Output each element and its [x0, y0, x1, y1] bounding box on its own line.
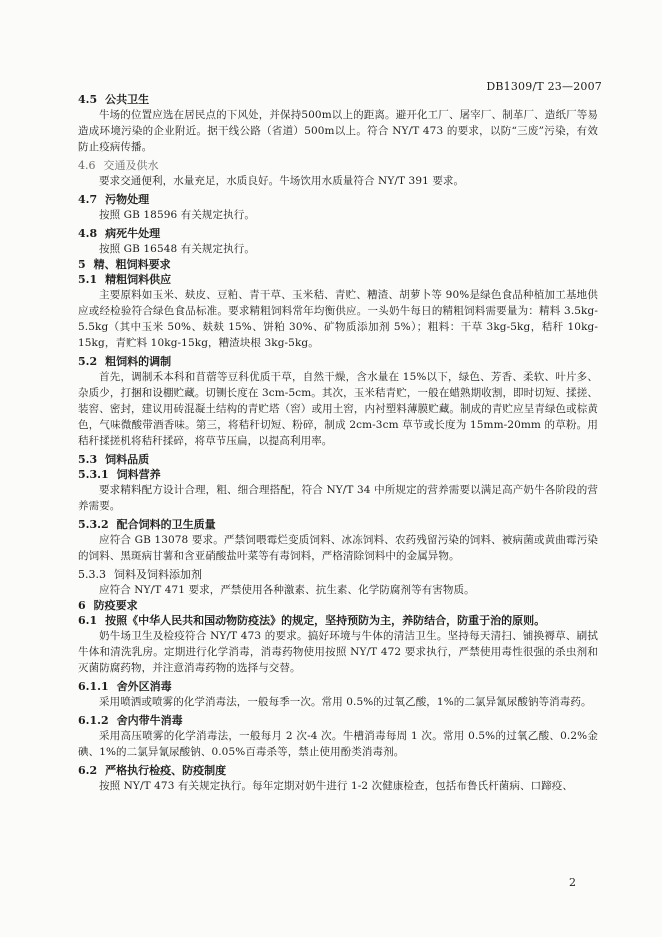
document-body	[78, 92, 598, 794]
section-heading-4-6: 4.6 交通及供水	[78, 159, 159, 172]
section-heading-5-2: 5.2 粗饲料的调制	[78, 355, 172, 368]
section-text-4-6: 要求交通便利，水量充足，水质良好。牛场饮用水质量符合 NY/T 391 要求。	[99, 175, 465, 187]
section-heading-4-5: 4.5 公共卫生	[78, 93, 150, 106]
section-text-4-8: 按照 GB 16548 有关规定执行。	[99, 243, 255, 255]
section-heading-4-8: 4.8 病死牛处理	[78, 227, 161, 240]
section-text-6-2: 按照 NY/T 473 有关规定执行。每年定期对奶牛进行 1-2 次健康检查，包括布鲁氏杆菌病、口蹄疫、	[99, 780, 573, 792]
section-heading-6-1-2: 6.1.2 舍内带牛消毒	[78, 714, 183, 727]
section-text-5-3-3: 应符合 NY/T 471 要求，严禁使用各种激素、抗生素、化学防腐剂等有害物质。	[99, 584, 475, 596]
section-heading-5-3-1: 5.3.1 饲料营养	[78, 468, 161, 481]
section-text-6-1: 奶牛场卫生及检疫符合 NY/T 473 的要求。搞好环境与牛体的清洁卫生。坚持每天清扫、铺换褥草、刷拭牛体和清洗乳房。定期进行化学消毒，消毒药物使用按照 NY/T 472 要求执行，严禁使用毒性很强的杀虫剂和灭菌防腐药物，并注意消毒药物的选择与交替。	[78, 630, 598, 674]
section-heading-6-2: 6.2 严格执行检疫、防疫制度	[78, 764, 227, 777]
section-heading-4-7: 4.7 污物处理	[78, 193, 150, 206]
section-text-5-2: 首先，调制禾本科和苜蓿等豆科优质干草，自然干燥，含水量在 15%以下，绿色、芳香、柔软、叶片多、杂质少，打捆和设棚贮藏。切铡长度在 3cm-5cm。其次，玉米秸青贮，一般在蜡熟期收割，即时切短、揉搓、装窖、密封，建议用砖混凝土结构的青贮塔（窖）或用土窖，内衬塑料薄膜贮藏。制成的青贮应呈青绿色或棕黄色，气味微酸带酒香味。第三，将秸秆切短、粉碎，制成 2cm-3cm 草节或长度为 15mm-20mm 的草粉。用秸秆揉搓机将秸秆揉碎，将草节压扁，以提高利用率。	[78, 371, 598, 447]
section-text-5-1: 主要原料如玉米、麸皮、豆粕、青干草、玉米秸、青贮、糟渣、胡萝卜等 90%是绿色食品种植加工基地供应或经检验符合绿色食品标准。要求精粗饲料常年均衡供应。一头奶牛每日的精粗饲料需要量为：精料 3.5kg-5.5kg（其中玉米 50%、麸麸 15%、饼粕 30%、矿物质添加剂 5%）；粗料：干草 3kg-5kg，秸秆 10kg-15kg，青贮料 10kg-15kg，糟渣块根 3kg-5kg。	[78, 289, 598, 349]
section-heading-5-3-3: 5.3.3 饲料及饲料添加剂	[78, 568, 202, 581]
section-text-6-1-1: 采用喷洒或喷雾的化学消毒法，一般每季一次。常用 0.5%的过氧乙酸，1%的二氯异氰尿酸钠等消毒药。	[99, 696, 592, 708]
section-heading-6-1-1: 6.1.1 舍外区消毒	[78, 680, 172, 693]
section-text-5-3-2: 应符合 GB 13078 要求。严禁饲喂霉烂变质饲料、冰冻饲料、农药残留污染的饲料、被病菌或黄曲霉污染的饲料、黑斑病甘薯和含亚硝酸盐叶菜等有毒饲料，严格清除饲料中的金属异物。	[78, 534, 598, 562]
section-heading-6-1: 6.1 按照《中华人民共和国动物防疫法》的规定，坚持预防为主，养防结合，防重于治的原则。	[78, 614, 546, 627]
section-text-6-1-2: 采用高压喷雾的化学消毒法，一般每月 2 次-4 次。牛槽消毒每周 1 次。常用 0.5%的过氧乙酸、0.2%金碘、1%的二氯异氰尿酸钠、0.05%百毒杀等，禁止使用酚类消毒剂。	[78, 730, 598, 758]
section-heading-6: 6 防疫要求	[78, 599, 138, 612]
section-text-4-7: 按照 GB 18596 有关规定执行。	[99, 209, 255, 221]
section-heading-5: 5 精、粗饲料要求	[78, 258, 171, 271]
section-text-5-3-1: 要求精料配方设计合理，粗、细合理搭配，符合 NY/T 34 中所规定的营养需要以满足高产奶牛各阶段的营养需要。	[78, 484, 598, 512]
section-heading-5-3: 5.3 饲料品质	[78, 453, 150, 466]
section-heading-5-3-2: 5.3.2 配合饲料的卫生质量	[78, 518, 216, 531]
document-code: DB1309/T 23—2007	[486, 80, 602, 93]
page-number: 2	[569, 876, 576, 889]
section-text-4-5: 牛场的位置应选在居民点的下风处，并保持500m以上的距离。避开化工厂、屠宰厂、制革厂、造纸厂等易造成环境污染的企业附近。据干线公路（省道）500m以上。符合 NY/T 473 的要求，以防“三废”污染，有效防止疫病传播。	[78, 109, 598, 153]
section-heading-5-1: 5.1 精粗饲料供应	[78, 273, 172, 286]
